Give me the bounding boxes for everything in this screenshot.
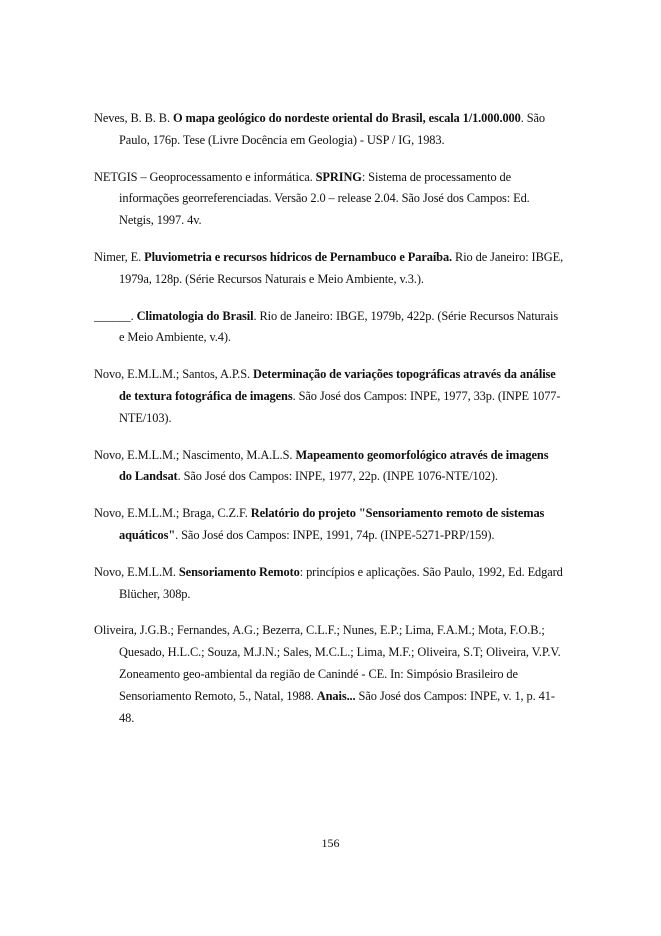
reference-title: Determinação de variações topográficas através da análise de textura fotográfica de imagens <box>119 367 556 403</box>
reference-entry <box>94 562 564 606</box>
reference-text: Novo, E.M.L.M. <box>94 564 179 579</box>
reference-title: Anais... <box>316 688 356 703</box>
reference-entry <box>94 306 564 350</box>
reference-text: Rio de Janeiro: IBGE, 1979a, 128p. (Série Recursos Naturais e Meio Ambiente, v.3.). <box>119 249 564 286</box>
reference-title: Relatório do projeto "Sensoriamento remoto de sistemas aquáticos" <box>119 506 545 542</box>
reference-text: . São José dos Campos: INPE, 1991, 74p. (INPE-5271-PRP/159). <box>175 527 495 542</box>
reference-text: . São Paulo, 176p. Tese (Livre Docência em Geologia) - USP / IG, 1983. <box>119 111 546 147</box>
reference-list <box>94 108 564 744</box>
reference-text: Novo, E.M.L.M.; Santos, A.P.S. <box>94 367 254 382</box>
reference-text: Oliveira, J.G.B.; Fernandes, A.G.; Bezerra, C.L.F.; Nunes, E.P.; Lima, F.A.M.; Mota, F.O.B.; Quesado, H.L.C.; Souza, M.J.N.; Sales, M.C.L.; Lima, M.F.; Oliveira, S.T; Oliveira, V.P.V. Zoneamento geo-ambiental da região de Canindé - CE. In: Simpósio Brasileiro de Sensoriamento Remoto, 5., Natal, 1988. <box>94 623 561 703</box>
reference-text: São José dos Campos: INPE, v. 1, p. 41-48. <box>119 688 555 725</box>
reference-title: SPRING <box>315 169 362 184</box>
reference-text: : Sistema de processamento de informações georreferenciadas. Versão 2.0 – release 2.04. São José dos Campos: Ed. Netgis, 1997. 4v. <box>119 169 530 228</box>
reference-entry <box>94 503 564 547</box>
reference-entry <box>94 620 564 729</box>
reference-entry <box>94 167 564 232</box>
reference-entry <box>94 108 564 152</box>
reference-text: ______. <box>94 308 137 323</box>
reference-text: : princípios e aplicações. São Paulo, 1992, Ed. Edgard Blücher, 308p. <box>119 564 563 601</box>
reference-text: Neves, B. B. B. <box>94 111 173 125</box>
reference-entry <box>94 445 564 489</box>
reference-text: Nimer, E. <box>94 249 145 264</box>
reference-text: . São José dos Campos: INPE, 1977, 33p. (INPE 1077-NTE/103). <box>119 388 561 425</box>
reference-title: Sensoriamento Remoto <box>178 564 300 579</box>
reference-title: Mapeamento geomorfológico através de imagens do Landsat <box>119 447 549 484</box>
page-number: 156 <box>321 836 340 850</box>
reference-text: . São José dos Campos: INPE, 1977, 22p. (INPE 1076-NTE/102). <box>177 469 498 484</box>
reference-entry <box>94 364 564 429</box>
reference-title: Pluviometria e recursos hídricos de Pernambuco e Paraíba. <box>144 249 453 264</box>
reference-entry <box>94 247 564 291</box>
reference-text: Novo, E.M.L.M.; Nascimento, M.A.L.S. <box>94 447 296 462</box>
reference-title: O mapa geológico do nordeste oriental do Brasil, escala 1/1.000.000 <box>172 111 521 125</box>
reference-title: Climatologia do Brasil <box>136 308 254 323</box>
reference-text: Novo, E.M.L.M.; Braga, C.Z.F. <box>94 506 251 521</box>
reference-text: . Rio de Janeiro: IBGE, 1979b, 422p. (Série Recursos Naturais e Meio Ambiente, v.4). <box>119 308 559 345</box>
reference-text: NETGIS – Geoprocessamento e informática. <box>94 169 316 184</box>
